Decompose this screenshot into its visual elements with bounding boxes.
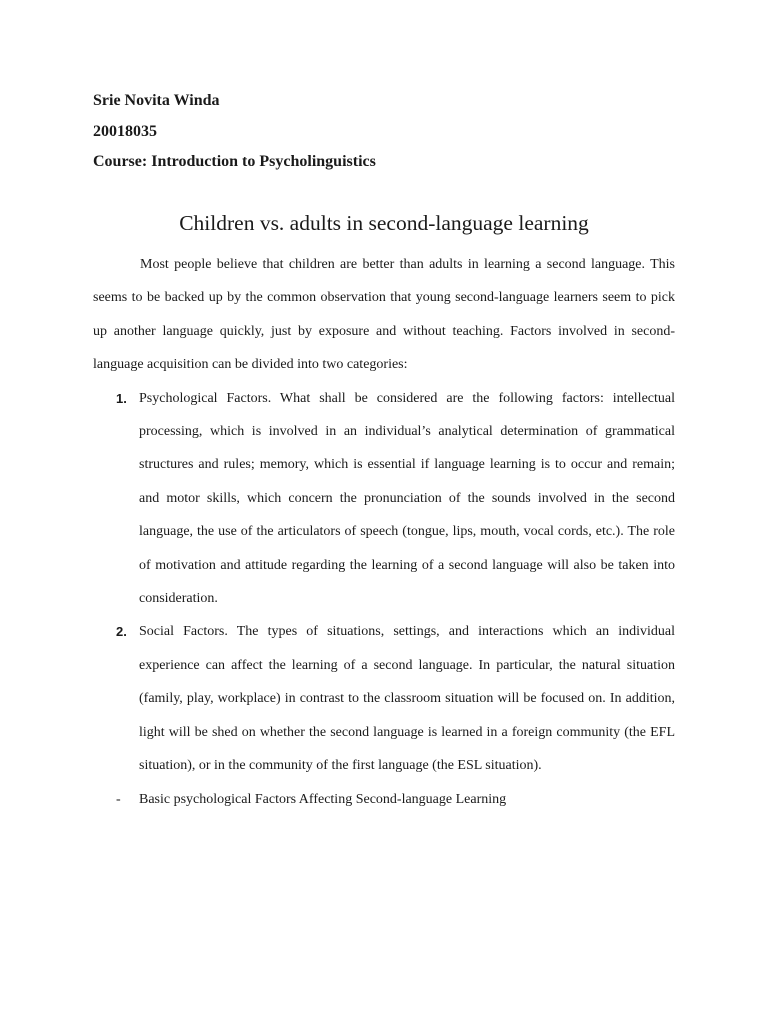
list-item [93,615,675,782]
document-title: Children vs. adults in second-language learning [179,211,589,235]
course-name: Course: Introduction to Psycholinguistics [93,153,376,170]
list-item-number: 2. [116,624,127,640]
student-id: 20018035 [93,122,157,140]
document-header [93,86,693,178]
dash-bullet: - [116,791,121,807]
list-item-text: Social Factors. The types of situations, settings, and interactions which an individual experience can affect the learning of a second language. In particular, the natural situation (family, play, workplace) in contrast to the classroom situation will be focused on. In addition, light will be shed on whether the second language is learned in a foreign community (the EFL situation), or in the community of the first language (the ESL situation). [139,624,675,774]
list-item [93,382,675,616]
factor-list [93,382,675,783]
author-name: Srie Novita Winda [93,92,220,109]
section-subheading [93,783,675,816]
subheading-text: Basic psychological Factors Affecting Second-language Learning [139,791,507,807]
document-body [93,248,675,816]
list-item-text: Psychological Factors. What shall be considered are the following factors: intellectual processing, which is involved in an individual’s analytical determination of grammatical structures and rules; memory, which is essential if language learning is to occur and remain; and motor skills, which concern the pronunciation of the sounds involved in the second language, the use of the articulators of speech (tongue, lips, mouth, vocal cords, etc.). The role of motivation and attitude regarding the learning of a second language will also be taken into consideration. [139,390,675,607]
list-item-number: 1. [116,390,127,406]
intro-paragraph: Most people believe that children are better than adults in learning a second language. This seems to be backed up by the common observation that young second-language learners seem to pick up another language quickly, just by exposure and without teaching. Factors involved in second-language acquisition can be divided into two categories: [93,257,675,373]
